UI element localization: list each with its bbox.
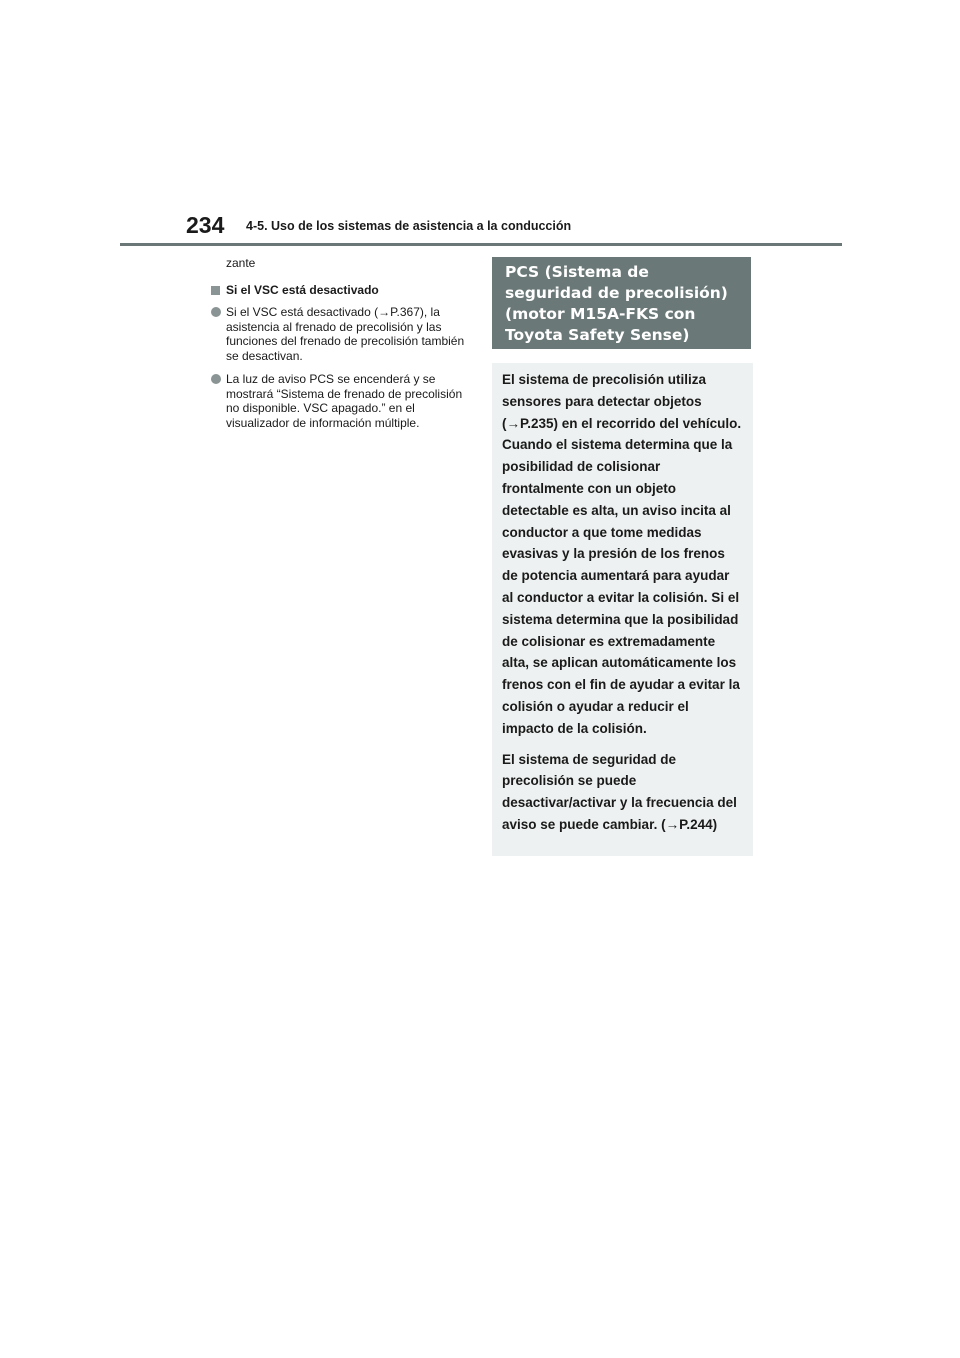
continued-text: zante	[226, 256, 256, 270]
list-item-text: Si el VSC está desactivado (→P.367), la asistencia al frenado de precolisión y las funciones del frenado de precolisión también se desactivan.	[226, 305, 465, 363]
subheading	[210, 283, 466, 298]
header-divider	[120, 243, 842, 246]
list-item	[210, 372, 466, 430]
circle-bullet-icon	[211, 374, 221, 384]
circle-bullet-icon	[211, 307, 221, 317]
feature-description	[492, 363, 753, 856]
section-title: 4-5. Uso de los sistemas de asistencia a la conducción	[246, 219, 572, 233]
feature-heading: PCS (Sistema de seguridad de precolisión) (motor M15A-FKS con Toyota Safety Sense)	[492, 257, 751, 349]
description-paragraph: El sistema de precolisión utiliza sensores para detectar objetos (→P.235) en el recorrido del vehículo. Cuando el sistema determina que la posibilidad de colisionar frontalmente con un objeto detectable es alta, un aviso incita al conductor a que tome medidas evasivas y la presión de los frenos de potencia aumentará para ayudar al conductor a evitar la colisión. Si el sistema determina que la posibilidad de colisionar es extremadamente alta, se aplican automáticamente los frenos con el fin de ayudar a evitar la colisión o ayudar a reducir el impacto de la colisión.	[502, 372, 742, 736]
list-item	[210, 305, 466, 363]
page-number: 234	[186, 212, 225, 238]
subheading-label: Si el VSC está desactivado	[226, 282, 379, 297]
list-item-text: La luz de aviso PCS se encenderá y se mostrará “Sistema de frenado de precolisión no disponible. VSC apagado.” en el visualizador de información múltiple.	[226, 372, 463, 430]
description-paragraph: El sistema de seguridad de precolisión se puede desactivar/activar y la frecuencia del aviso se puede cambiar. (→P.244)	[502, 751, 737, 832]
left-column	[210, 256, 466, 439]
square-bullet-icon	[211, 286, 220, 295]
